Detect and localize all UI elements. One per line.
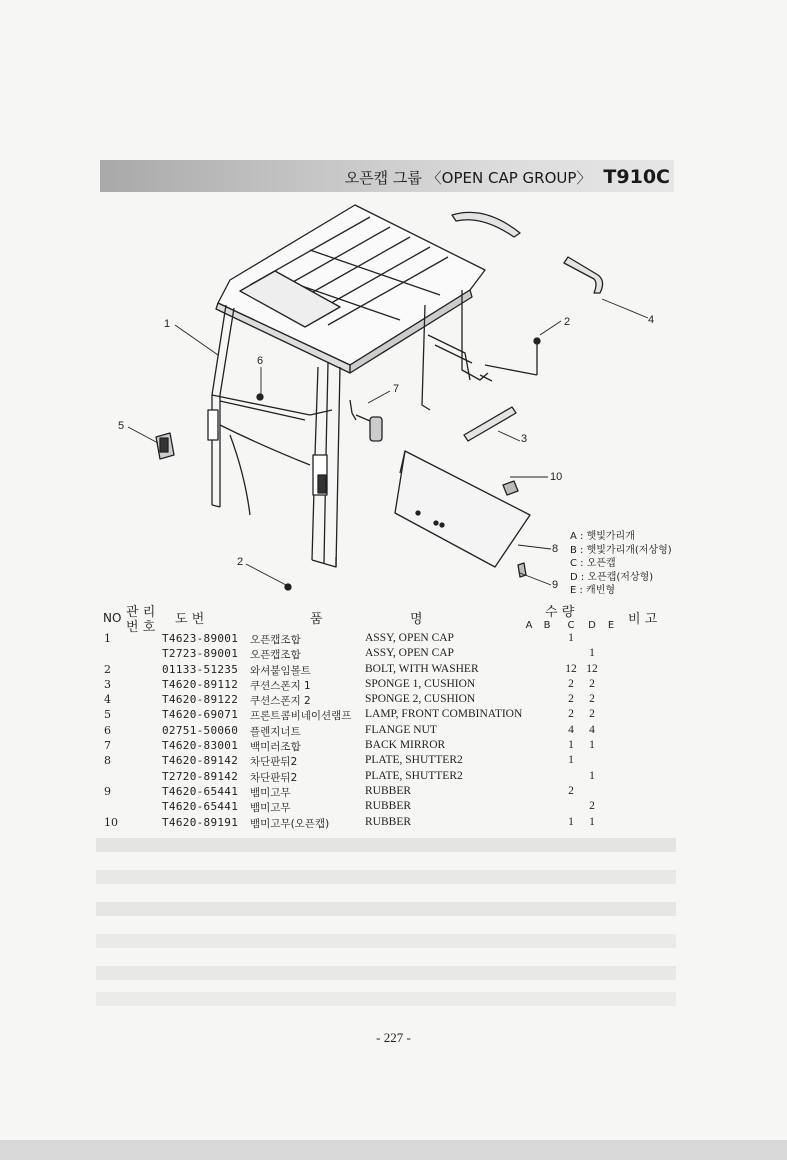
- qty-c: 1: [568, 815, 574, 828]
- part-number: T4620-65441: [162, 800, 239, 814]
- qty-d: 1: [589, 815, 595, 828]
- table-row: [0, 816, 787, 831]
- english-name: ASSY, OPEN CAP: [365, 632, 454, 644]
- korean-name: 백미러조합: [250, 741, 301, 754]
- part-number: 01133-51235: [162, 662, 239, 676]
- english-name: BOLT, WITH WASHER: [365, 662, 479, 675]
- english-name: SPONGE 1, CUSHION: [365, 677, 476, 690]
- part-number: T4620-89112: [162, 677, 239, 691]
- qty-d: 1: [589, 769, 595, 782]
- callout-7: 7: [393, 383, 400, 395]
- header-mgmt-top: 관 리: [126, 605, 156, 620]
- part-number: T2720-89142: [162, 769, 239, 783]
- row-no: 9: [104, 784, 111, 798]
- callout-9: 9: [552, 579, 559, 591]
- scan-edge: [0, 1140, 787, 1160]
- qty-c: 1: [568, 739, 574, 752]
- part-number: T4620-65441: [162, 784, 239, 798]
- callout-6: 6: [257, 355, 264, 367]
- header-no: NO: [103, 611, 122, 625]
- callout-1: 1: [164, 318, 171, 330]
- qty-d: 2: [589, 800, 595, 813]
- english-name: LAMP, FRONT COMBINATION: [365, 708, 523, 721]
- table-row: [0, 739, 787, 754]
- row-no: 7: [104, 739, 111, 753]
- table-row: [0, 647, 787, 662]
- english-name: PLATE, SHUTTER2: [365, 769, 463, 782]
- header-qty-b: B: [543, 620, 551, 631]
- qty-d: 2: [589, 677, 595, 690]
- scan-noise: [96, 902, 676, 916]
- qty-c: 1: [568, 754, 574, 767]
- header-qty-a: A: [525, 620, 533, 631]
- korean-name: 차단판뒤2: [250, 771, 298, 784]
- table-row: [0, 770, 787, 785]
- part-10-rubber: [503, 481, 518, 495]
- table-row: [0, 678, 787, 693]
- english-name: RUBBER: [365, 800, 412, 813]
- header-name-b: 명: [410, 612, 423, 627]
- table-row: [0, 785, 787, 800]
- part-7-back-mirror: [350, 400, 382, 441]
- part-number: 02751-50060: [162, 723, 239, 737]
- table-row: [0, 724, 787, 739]
- qty-d: 1: [589, 739, 595, 752]
- english-name: RUBBER: [365, 815, 412, 828]
- qty-c: 2: [568, 693, 574, 706]
- roof-panel: [216, 205, 485, 373]
- row-no: 8: [104, 754, 111, 768]
- korean-name: 오픈캡조합: [250, 649, 301, 662]
- model-code: T910C: [603, 166, 670, 188]
- qty-c: 2: [568, 708, 574, 721]
- qty-d: 2: [589, 708, 595, 721]
- korean-name: 뱀미고무: [250, 786, 291, 799]
- part-number: T4620-89122: [162, 693, 239, 707]
- english-name: RUBBER: [365, 784, 412, 797]
- table-row: [0, 708, 787, 723]
- korean-name: 와셔붙임볼트: [250, 664, 311, 677]
- scan-noise: [96, 870, 676, 884]
- legend-item: B : 햇빛가리개(저상형): [570, 544, 672, 556]
- qty-d: 4: [589, 723, 595, 736]
- part-number: T4620-69071: [162, 708, 239, 722]
- parts-table: [0, 632, 787, 831]
- english-name: SPONGE 2, CUSHION: [365, 693, 476, 706]
- part-number: T2723-89001: [162, 647, 239, 661]
- qty-c: 12: [565, 662, 577, 675]
- scan-noise: [96, 838, 676, 852]
- table-row: [0, 663, 787, 678]
- english-name: ASSY, OPEN CAP: [365, 647, 454, 660]
- header-qty-c: C: [567, 620, 575, 631]
- page-number: - 227 -: [376, 1030, 411, 1045]
- row-no: 6: [104, 723, 111, 737]
- scan-noise: [96, 992, 676, 1006]
- qty-c: 2: [568, 784, 574, 797]
- callout-8: 8: [552, 543, 559, 555]
- qty-d: 1: [589, 647, 595, 660]
- header-name-a: 품: [310, 612, 323, 627]
- header-qty: 수 량: [545, 605, 575, 620]
- table-row: [0, 632, 787, 647]
- table-row: [0, 754, 787, 769]
- row-no: 5: [104, 708, 111, 722]
- qty-d: 12: [586, 662, 598, 675]
- part-8-shutter-plate: [395, 451, 530, 567]
- section-header: [345, 166, 670, 188]
- table-row: [0, 800, 787, 815]
- english-name: PLATE, SHUTTER2: [365, 754, 463, 767]
- english-name: FLANGE NUT: [365, 723, 437, 736]
- part-2-bolt-top: [485, 338, 540, 375]
- part-number: T4620-89142: [162, 754, 239, 768]
- legend-item: C : 오픈캡: [570, 558, 616, 569]
- legend-item: A : 햇빛가리개: [570, 531, 635, 542]
- part-5-front-lamp: [156, 433, 174, 459]
- row-no: 2: [104, 662, 111, 676]
- callout-3: 3: [521, 433, 528, 445]
- qty-c: 4: [568, 723, 574, 736]
- part-6-flange-nut: [257, 394, 263, 400]
- row-no: 4: [104, 693, 111, 707]
- korean-name: 플렌지너트: [250, 725, 301, 738]
- korean-name: 뱀미고무: [250, 802, 291, 815]
- header-drawing-no: 도 번: [175, 612, 205, 627]
- table-row: [0, 693, 787, 708]
- korean-name: 차단판뒤2: [250, 756, 298, 769]
- korean-name: 쿠션스폰지 2: [250, 695, 311, 708]
- korean-name: 쿠션스폰지 1: [250, 679, 311, 692]
- qty-c: 1: [568, 632, 574, 644]
- part-number: T4623-89001: [162, 632, 239, 645]
- english-name: BACK MIRROR: [365, 739, 446, 752]
- callout-4: 4: [648, 314, 655, 326]
- callout-2-top: 2: [564, 316, 571, 328]
- header-remarks: 비 고: [628, 612, 658, 627]
- legend-item: E : 캐빈형: [570, 585, 616, 596]
- part-number: T4620-89191: [162, 815, 239, 829]
- model-legend: [570, 530, 672, 598]
- korean-name: 프론트콤비네이션램프: [250, 710, 352, 723]
- row-no: 3: [104, 677, 111, 691]
- part-number: T4620-83001: [162, 739, 239, 753]
- qty-d: 2: [589, 693, 595, 706]
- callout-10: 10: [550, 471, 563, 483]
- callout-2-bottom: 2: [237, 556, 244, 568]
- callout-5: 5: [118, 420, 125, 432]
- row-no: 1: [104, 632, 111, 645]
- scan-noise: [96, 934, 676, 948]
- legend-item: D : 오픈캡(저상형): [570, 571, 654, 583]
- section-title: 오픈캡 그룹 〈OPEN CAP GROUP〉: [344, 169, 592, 187]
- qty-c: 2: [568, 677, 574, 690]
- header-qty-e: E: [607, 620, 615, 631]
- korean-name: 오픈캡조합: [250, 634, 301, 646]
- scan-noise: [96, 966, 676, 980]
- row-no: 10: [104, 815, 118, 829]
- header-mgmt-bottom: 번 호: [126, 620, 156, 635]
- header-qty-d: D: [588, 620, 596, 631]
- korean-name: 뱀미고무(오픈캡): [250, 817, 330, 830]
